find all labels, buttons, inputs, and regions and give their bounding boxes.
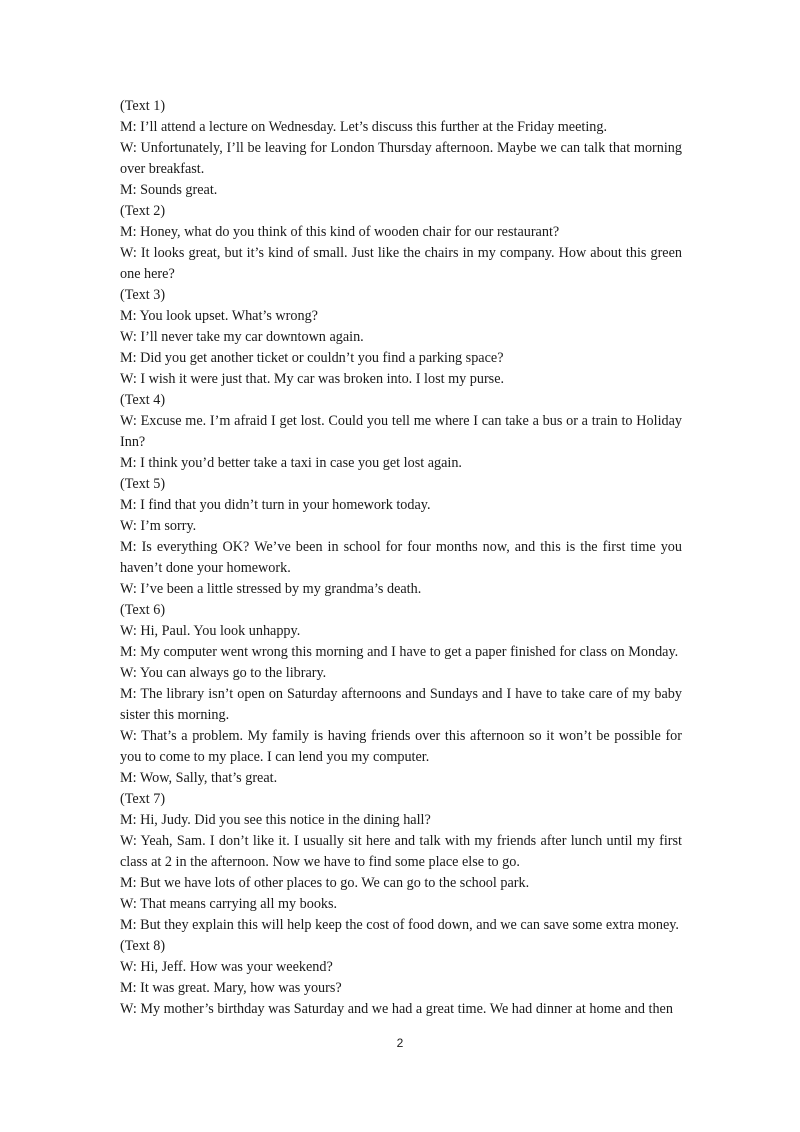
dialogue-line: M: Is everything OK? We’ve been in school for four months now, and this is the first time you haven’t done your homework. [120,539,682,576]
dialogue-line: W: I’ll never take my car downtown again. [120,329,364,345]
section-heading: (Text 2) [120,203,166,219]
dialogue-line: M: Did you get another ticket or couldn’t you find a parking space? [120,350,504,366]
section-heading: (Text 1) [120,98,166,114]
dialogue-line: M: But we have lots of other places to go. We can go to the school park. [120,875,530,891]
section-heading: (Text 7) [120,791,166,807]
dialogue-line: W: Hi, Paul. You look unhappy. [120,623,301,639]
dialogue-line: W: I’ve been a little stressed by my grandma’s death. [120,581,422,597]
dialogue-line: W: Yeah, Sam. I don’t like it. I usually sit here and talk with my friends after lunch until my first class at 2 in the afternoon. Now we have to find some place else to go. [120,833,682,870]
dialogue-line: W: Unfortunately, I’ll be leaving for London Thursday afternoon. Maybe we can talk that morning over breakfast. [120,140,682,177]
dialogue-line: W: Hi, Jeff. How was your weekend? [120,959,333,975]
dialogue-line: M: It was great. Mary, how was yours? [120,980,342,996]
dialogue-line: W: It looks great, but it’s kind of small. Just like the chairs in my company. How about this green one here? [120,245,682,282]
dialogue-line: W: That means carrying all my books. [120,896,338,912]
section-heading: (Text 4) [120,392,166,408]
dialogue-line: M: Sounds great. [120,182,218,198]
dialogue-line: M: I’ll attend a lecture on Wednesday. Let’s discuss this further at the Friday meeting. [120,119,608,135]
dialogue-line: M: I think you’d better take a taxi in case you get lost again. [120,455,462,471]
section-heading: (Text 3) [120,287,166,303]
dialogue-line: W: I’m sorry. [120,518,197,534]
section-heading: (Text 5) [120,476,166,492]
transcript-body [120,96,682,1020]
dialogue-line: M: My computer went wrong this morning and I have to get a paper finished for class on Monday. [120,644,679,660]
dialogue-line: W: Excuse me. I’m afraid I get lost. Could you tell me where I can take a bus or a train to Holiday Inn? [120,413,682,450]
dialogue-line: M: The library isn’t open on Saturday afternoons and Sundays and I have to take care of my baby sister this morning. [120,686,682,723]
dialogue-line: W: That’s a problem. My family is having friends over this afternoon so it won’t be possible for you to come to my place. I can lend you my computer. [120,728,682,765]
dialogue-line: M: Honey, what do you think of this kind of wooden chair for our restaurant? [120,224,560,240]
dialogue-line: M: You look upset. What’s wrong? [120,308,318,324]
dialogue-line: M: Hi, Judy. Did you see this notice in the dining hall? [120,812,431,828]
section-heading: (Text 8) [120,938,166,954]
section-heading: (Text 6) [120,602,166,618]
dialogue-line: W: My mother’s birthday was Saturday and we had a great time. We had dinner at home and then [120,1001,673,1017]
dialogue-line: M: Wow, Sally, that’s great. [120,770,278,786]
dialogue-line: W: I wish it were just that. My car was broken into. I lost my purse. [120,371,505,387]
dialogue-line: M: But they explain this will help keep the cost of food down, and we can save some extra money. [120,917,679,933]
dialogue-line: M: I find that you didn’t turn in your homework today. [120,497,431,513]
page-number: 2 [396,1036,404,1050]
dialogue-line: W: You can always go to the library. [120,665,327,681]
